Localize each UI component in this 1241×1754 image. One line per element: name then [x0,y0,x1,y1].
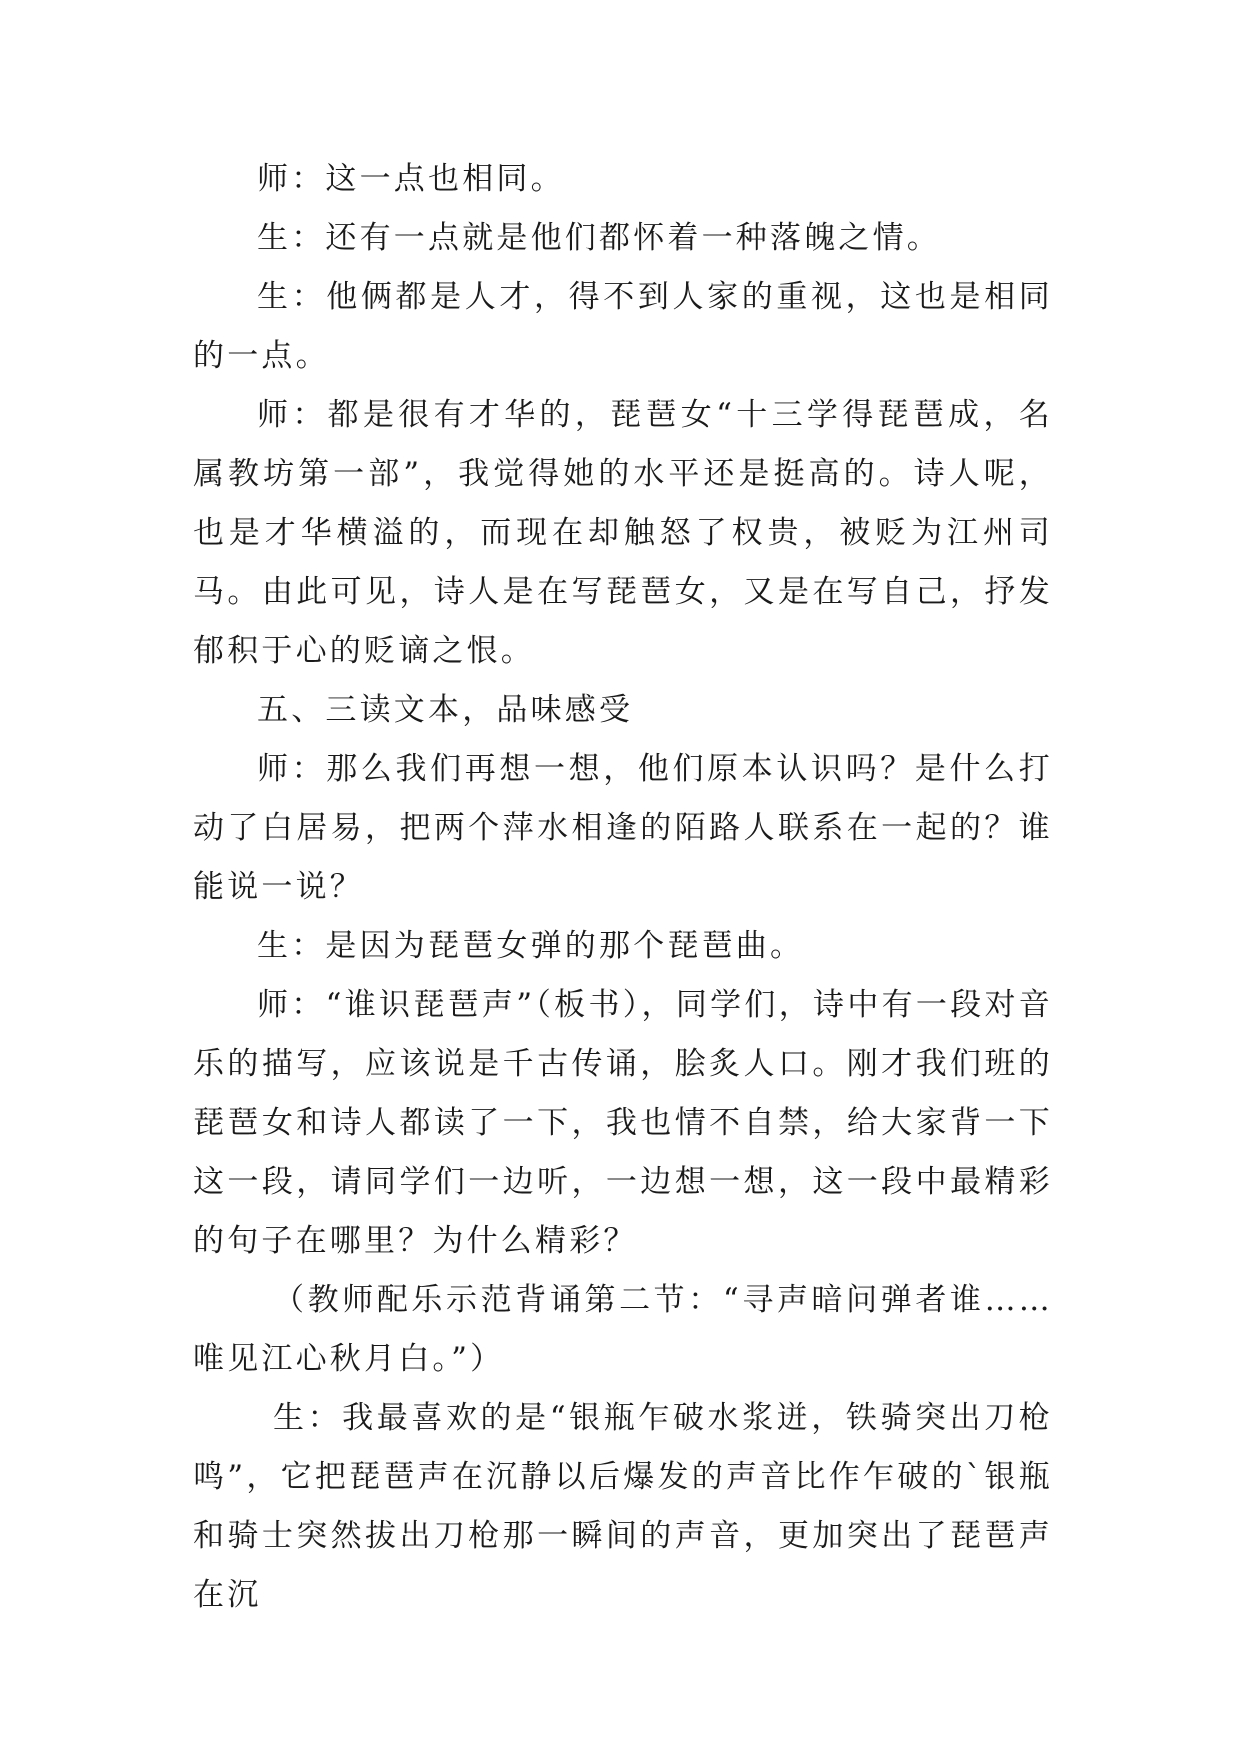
dialogue-paragraph: 生：我最喜欢的是“银瓶乍破水浆迸，铁骑突出刀枪鸣”，它把琵琶声在沉静以后爆发的声音比作乍破的`银瓶和骑士突然拔出刀枪那一瞬间的声音，更加突出了琵琶声在沉 [193,1400,1053,1613]
dialogue-paragraph: 师：这一点也相同。 [257,161,565,197]
section-heading: 五、三读文本，品味感受 [257,692,634,728]
dialogue-paragraph: 生：还有一点就是他们都怀着一种落魄之情。 [257,220,941,256]
dialogue-paragraph: 师：都是很有才华的，琵琶女“十三学得琵琶成，名属教坊第一部”，我觉得她的水平还是挺高的。诗人呢，也是才华横溢的，而现在却触怒了权贵，被贬为江州司马。由此可见，诗人是在写琵琶女，又是在写自己，抒发郁积于心的贬谪之恨。 [193,397,1053,669]
document-body [193,150,1053,1625]
stage-direction-paragraph: （教师配乐示范背诵第二节：“寻声暗问弹者谁……唯见江心秋月白。”） [193,1282,1053,1377]
dialogue-paragraph: 生：是因为琵琶女弹的那个琵琶曲。 [257,928,805,964]
dialogue-paragraph: 生：他俩都是人才，得不到人家的重视，这也是相同的一点。 [193,279,1053,374]
dialogue-paragraph: 师：“谁识琵琶声”（板书），同学们，诗中有一段对音乐的描写，应该说是千古传诵，脍炙人口。刚才我们班的琵琶女和诗人都读了一下，我也情不自禁，给大家背一下这一段，请同学们一边听，一边想一想，这一段中最精彩的句子在哪里？为什么精彩？ [193,987,1053,1259]
dialogue-paragraph: 师：那么我们再想一想，他们原本认识吗？是什么打动了白居易，把两个萍水相逢的陌路人联系在一起的？谁能说一说？ [193,751,1053,905]
